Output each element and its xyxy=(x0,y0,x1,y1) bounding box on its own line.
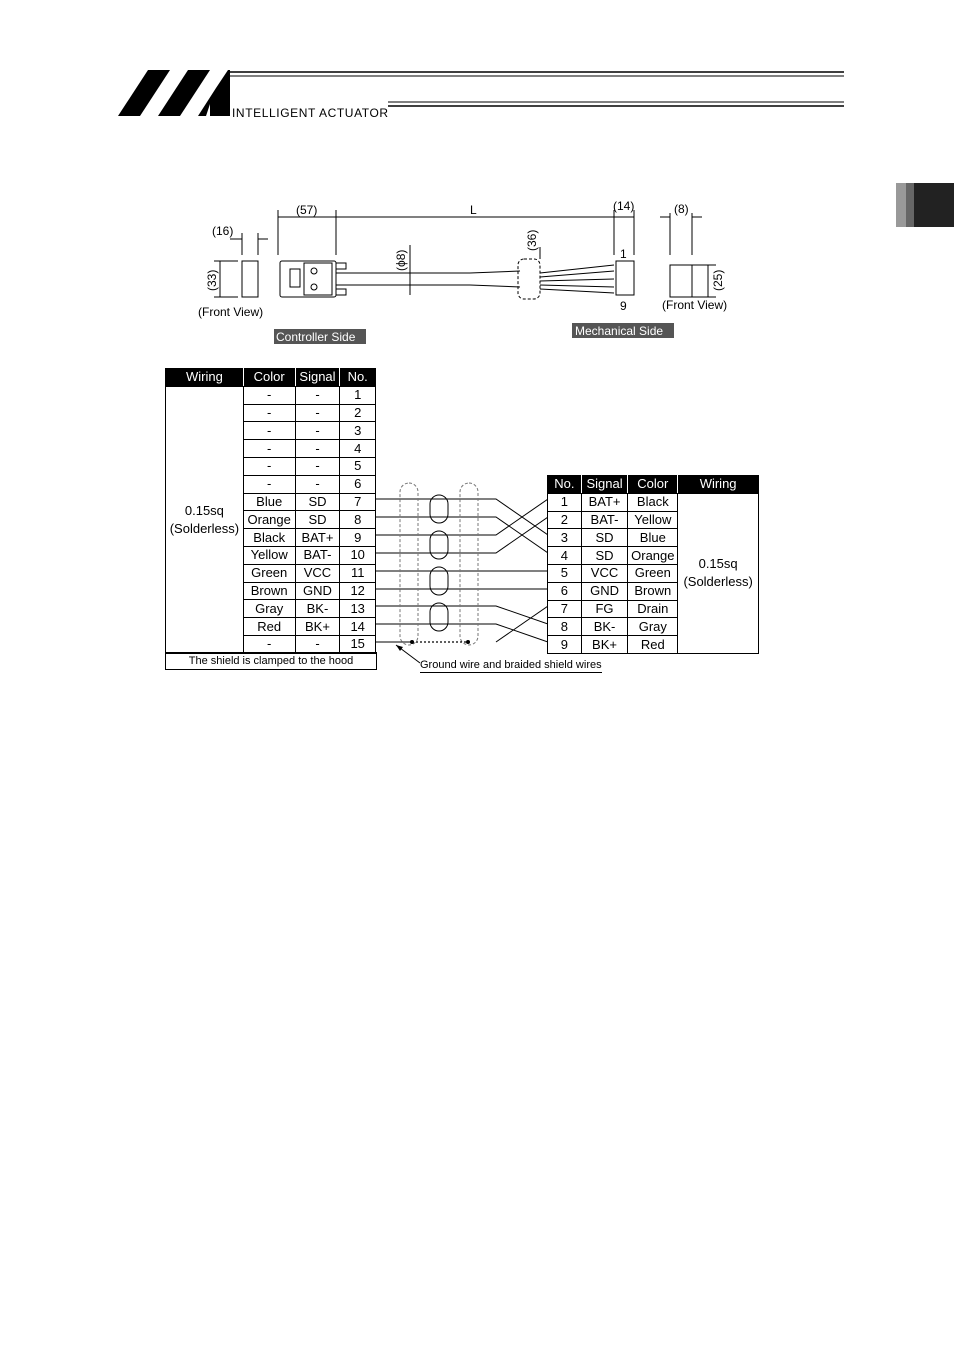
svg-text:(Front View): (Front View) xyxy=(662,298,728,312)
cell-signal: BK+ xyxy=(581,636,628,654)
cell-color: Black xyxy=(628,493,678,511)
cell-no: 15 xyxy=(340,635,376,653)
svg-text:1: 1 xyxy=(620,247,627,261)
cell-color: Brown xyxy=(628,582,678,600)
cell-color: Black xyxy=(243,529,295,547)
svg-text:(57): (57) xyxy=(296,203,318,217)
svg-text:(ϕ8): (ϕ8) xyxy=(394,249,408,271)
cell-color: Blue xyxy=(628,529,678,547)
cell-no: 2 xyxy=(340,404,376,422)
cable-drawing xyxy=(190,195,750,345)
ground-note: Ground wire and braided shield wires xyxy=(420,659,602,671)
wiring-spec: 0.15sq (Solderless) xyxy=(166,386,244,653)
cell-color: - xyxy=(243,422,295,440)
cell-signal: SD xyxy=(581,529,628,547)
wiring-lines xyxy=(376,475,548,675)
cell-color: - xyxy=(243,635,295,653)
side-tab xyxy=(896,183,954,227)
cell-no: 14 xyxy=(340,618,376,636)
table-row xyxy=(548,493,759,511)
cell-color: Yellow xyxy=(243,546,295,564)
table-row xyxy=(166,386,376,404)
cell-color: Gray xyxy=(628,618,678,636)
cell-no: 3 xyxy=(340,422,376,440)
cell-no: 8 xyxy=(340,511,376,529)
cell-signal: GND xyxy=(581,582,628,600)
cell-signal: BK- xyxy=(581,618,628,636)
svg-text:(36): (36) xyxy=(525,229,539,251)
header-no: No. xyxy=(548,476,582,494)
cell-signal: FG xyxy=(581,600,628,618)
svg-text:(16): (16) xyxy=(212,224,234,238)
header-signal: Signal xyxy=(295,369,340,387)
svg-text:L: L xyxy=(470,203,477,217)
cell-no: 7 xyxy=(548,600,582,618)
cell-signal: - xyxy=(295,475,340,493)
cell-no: 4 xyxy=(548,547,582,565)
cell-no: 8 xyxy=(548,618,582,636)
svg-text:(14): (14) xyxy=(613,199,635,213)
cell-no: 1 xyxy=(340,386,376,404)
iai-logo xyxy=(118,68,848,120)
header-wiring: Wiring xyxy=(678,476,759,494)
cell-signal: - xyxy=(295,635,340,653)
cell-no: 10 xyxy=(340,546,376,564)
cell-signal: GND xyxy=(295,582,340,600)
svg-text:(8): (8) xyxy=(674,202,689,216)
cell-signal: VCC xyxy=(295,564,340,582)
brand-text: INTELLIGENT ACTUATOR xyxy=(232,106,389,120)
cell-signal: - xyxy=(295,457,340,475)
cell-no: 6 xyxy=(340,475,376,493)
cell-color: Orange xyxy=(628,547,678,565)
cell-color: Green xyxy=(628,564,678,582)
shield-note: The shield is clamped to the hood xyxy=(165,652,377,670)
header-signal: Signal xyxy=(581,476,628,494)
cell-color: - xyxy=(243,475,295,493)
cell-signal: BK+ xyxy=(295,618,340,636)
cell-no: 5 xyxy=(548,564,582,582)
svg-text:(Front View): (Front View) xyxy=(198,305,264,319)
cell-signal: SD xyxy=(295,493,340,511)
svg-text:(25): (25) xyxy=(711,269,725,291)
cell-color: Green xyxy=(243,564,295,582)
cell-signal: - xyxy=(295,422,340,440)
wiring-spec: 0.15sq (Solderless) xyxy=(678,493,759,653)
cell-no: 6 xyxy=(548,582,582,600)
controller-pin-table xyxy=(165,368,376,654)
cell-no: 7 xyxy=(340,493,376,511)
cell-signal: BK- xyxy=(295,600,340,618)
header-color: Color xyxy=(243,369,295,387)
header-wiring: Wiring xyxy=(166,369,244,387)
cell-signal: - xyxy=(295,404,340,422)
cell-color: Red xyxy=(243,618,295,636)
cell-signal: BAT- xyxy=(581,511,628,529)
cell-no: 11 xyxy=(340,564,376,582)
svg-text:(33): (33) xyxy=(205,269,219,291)
cell-no: 13 xyxy=(340,600,376,618)
cell-signal: VCC xyxy=(581,564,628,582)
cell-no: 12 xyxy=(340,582,376,600)
cell-color: Yellow xyxy=(628,511,678,529)
cell-color: - xyxy=(243,440,295,458)
header-no: No. xyxy=(340,369,376,387)
cell-signal: BAT- xyxy=(295,546,340,564)
cell-no: 2 xyxy=(548,511,582,529)
cell-color: Gray xyxy=(243,600,295,618)
cell-color: Brown xyxy=(243,582,295,600)
cell-no: 9 xyxy=(548,636,582,654)
cell-signal: - xyxy=(295,440,340,458)
cell-signal: BAT+ xyxy=(581,493,628,511)
cell-signal: - xyxy=(295,386,340,404)
cell-color: - xyxy=(243,386,295,404)
svg-text:Mechanical Side: Mechanical Side xyxy=(575,324,664,338)
cell-color: Red xyxy=(628,636,678,654)
cell-color: Orange xyxy=(243,511,295,529)
cell-signal: SD xyxy=(295,511,340,529)
cell-signal: SD xyxy=(581,547,628,565)
mechanical-pin-table xyxy=(547,475,759,654)
svg-text:Controller Side: Controller Side xyxy=(276,330,356,344)
cell-color: Drain xyxy=(628,600,678,618)
cell-signal: BAT+ xyxy=(295,529,340,547)
cell-color: - xyxy=(243,457,295,475)
cell-no: 9 xyxy=(340,529,376,547)
cell-color: - xyxy=(243,404,295,422)
cell-no: 5 xyxy=(340,457,376,475)
cell-no: 1 xyxy=(548,493,582,511)
cell-no: 3 xyxy=(548,529,582,547)
header-color: Color xyxy=(628,476,678,494)
cell-color: Blue xyxy=(243,493,295,511)
svg-text:9: 9 xyxy=(620,299,627,313)
cell-no: 4 xyxy=(340,440,376,458)
